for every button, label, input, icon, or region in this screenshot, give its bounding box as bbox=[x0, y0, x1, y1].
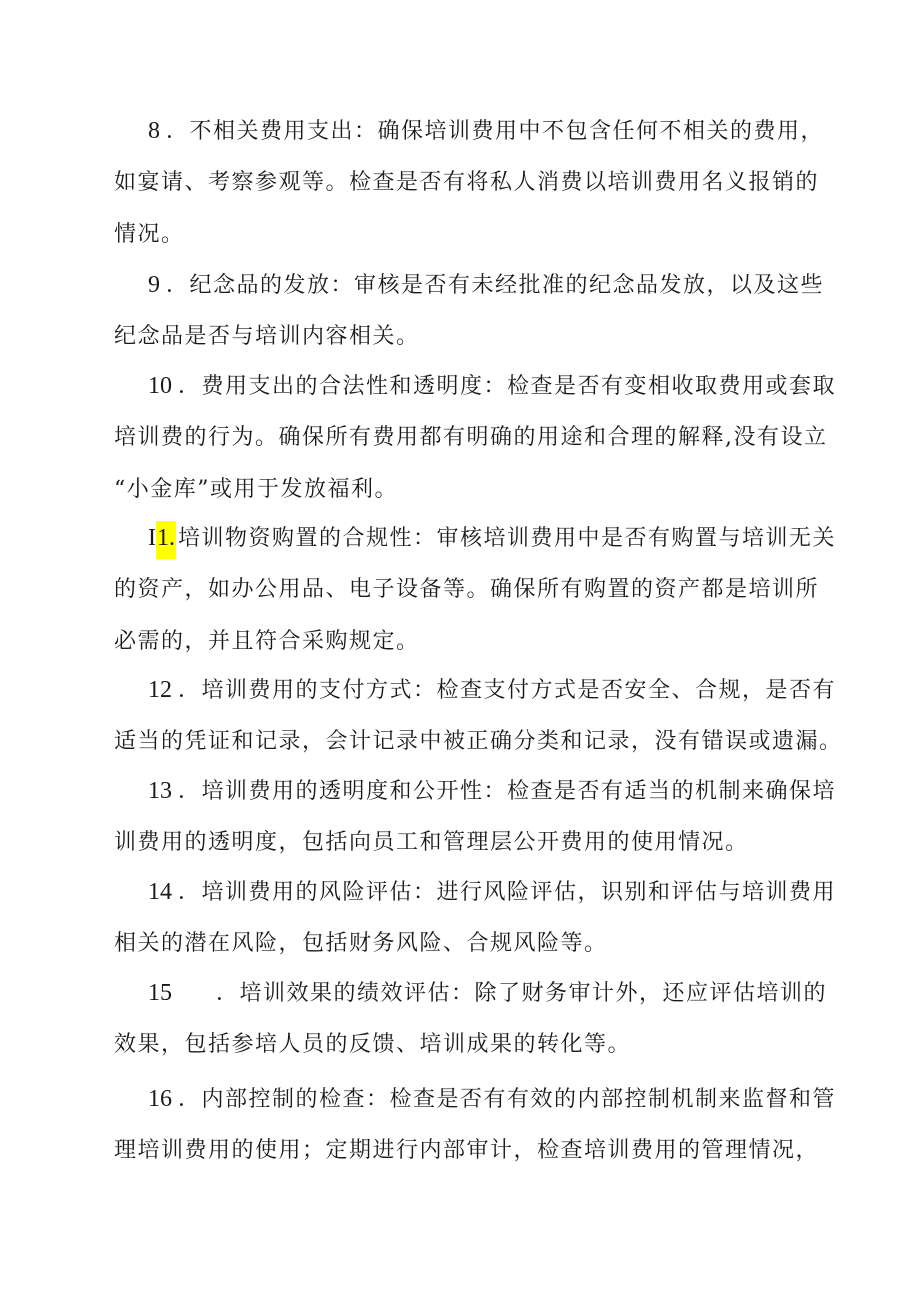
paragraph-line: ．费用支出的合法性和透明度：检查是否有变相收取费用或套取 bbox=[178, 374, 837, 399]
paragraph-item-16 bbox=[114, 1073, 837, 1177]
paragraph-line: ．培训费用的透明度和公开性：检查是否有适当的机制来确保培 bbox=[178, 779, 837, 804]
paragraph-item-11 bbox=[114, 512, 837, 668]
paragraph-line: 必需的，并且符合采购规定。 bbox=[114, 629, 420, 654]
item-number: 13 bbox=[148, 778, 172, 804]
item-number: 14 bbox=[148, 879, 172, 905]
paragraph-line: 培训物资购置的合规性：审核培训费用中是否有购置与培训无关 bbox=[178, 526, 837, 551]
paragraph-item-15 bbox=[114, 967, 828, 1071]
paragraph-line: 训费用的透明度，包括向员工和管理层公开费用的使用情况。 bbox=[114, 830, 749, 855]
paragraph-line: 理培训费用的使用；定期进行内部审计，检查培训费用的管理情况， bbox=[114, 1138, 820, 1163]
paragraph-line: 效果，包括参培人员的反馈、培训成果的转化等。 bbox=[114, 1032, 632, 1057]
item-number: 9 bbox=[148, 272, 160, 298]
paragraph-line: 的资产，如办公用品、电子设备等。确保所有购置的资产都是培训所 bbox=[114, 577, 820, 602]
paragraph-item-10 bbox=[114, 360, 837, 516]
highlighted-item-number: 1. bbox=[156, 521, 176, 559]
item-number: 8 bbox=[148, 118, 160, 144]
paragraph-line: 适当的凭证和记录，会计记录中被正确分类和记录，没有错误或遗漏。 bbox=[114, 729, 843, 754]
item-number: 16 bbox=[148, 1086, 172, 1112]
item-number: 15 bbox=[148, 980, 172, 1006]
item-number: 10 bbox=[148, 373, 172, 399]
paragraph-line: 相关的潜在风险，包括财务风险、合规风险等。 bbox=[114, 931, 608, 956]
paragraph-item-9 bbox=[114, 259, 825, 363]
paragraph-item-8 bbox=[114, 105, 825, 261]
paragraph-item-12 bbox=[114, 664, 843, 768]
paragraph-line: ．培训费用的支付方式：检查支付方式是否安全、合规，是否有 bbox=[178, 678, 837, 703]
paragraph-item-14 bbox=[114, 866, 837, 970]
paragraph-item-13 bbox=[114, 765, 837, 869]
paragraph-line: 如宴请、考察参观等。检查是否有将私人消费以培训费用名义报销的 bbox=[114, 170, 820, 195]
paragraph-line: ．纪念品的发放：审核是否有未经批准的纪念品发放，以及这些 bbox=[166, 273, 825, 298]
item-number: 12 bbox=[148, 677, 172, 703]
paragraph-line: “小金库”或用于发放福利。 bbox=[114, 477, 398, 502]
paragraph-line: 情况。 bbox=[114, 222, 185, 247]
paragraph-line: 培训费的行为。确保所有费用都有明确的用途和合理的解释,没有设立 bbox=[114, 425, 828, 450]
paragraph-line: ．培训效果的绩效评估：除了财务审计外，还应评估培训的 bbox=[216, 981, 828, 1006]
paragraph-line: ．内部控制的检查：检查是否有有效的内部控制机制来监督和管 bbox=[178, 1087, 837, 1112]
paragraph-line: 纪念品是否与培训内容相关。 bbox=[114, 324, 420, 349]
paragraph-line: ．培训费用的风险评估：进行风险评估，识别和评估与培训费用 bbox=[178, 880, 837, 905]
paragraph-line: ．不相关费用支出：确保培训费用中不包含任何不相关的费用， bbox=[166, 119, 825, 144]
item-number-prefix: I bbox=[148, 525, 156, 551]
